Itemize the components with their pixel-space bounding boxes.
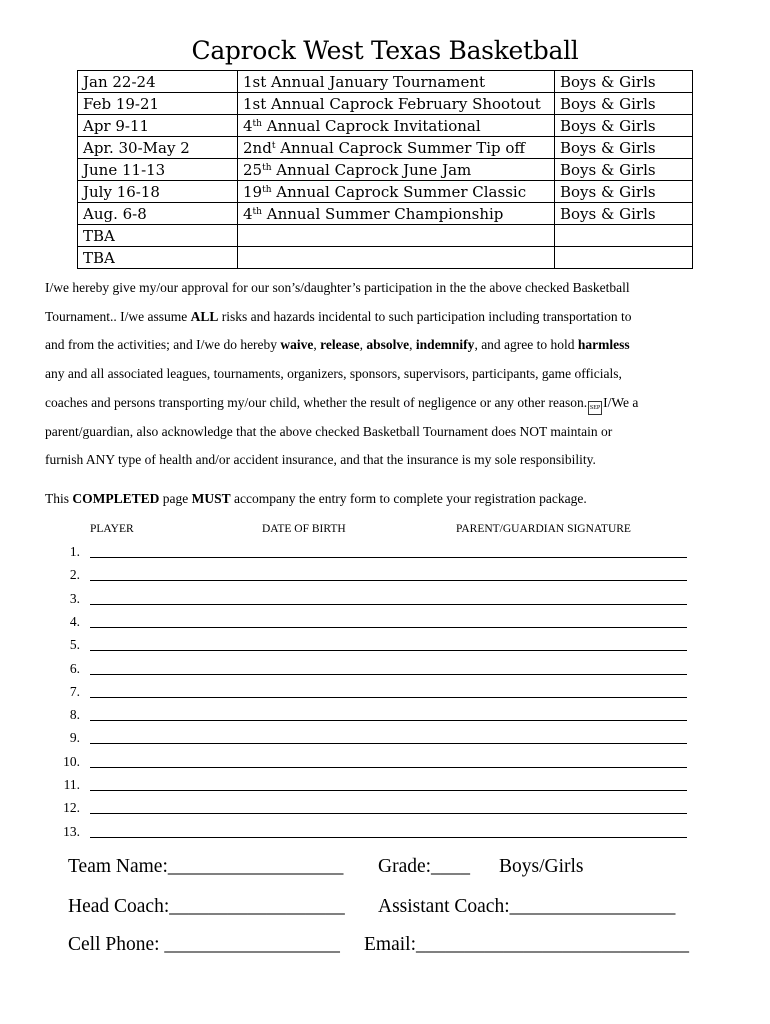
player-entry-row	[0, 659, 770, 679]
assistant-coach-field[interactable]: Assistant Coach:_________________	[378, 896, 676, 917]
row-number: 3.	[69, 590, 80, 606]
separator-glyph: SEP	[588, 401, 602, 415]
signature-column-header: PARENT/GUARDIAN SIGNATURE	[456, 523, 631, 535]
dob-column-header: DATE OF BIRTH	[262, 523, 346, 535]
schedule-event: 4th Annual Caprock Invitational	[238, 115, 555, 137]
email-field[interactable]: Email:____________________________	[364, 934, 689, 955]
release-line: coaches and persons transporting my/our child, whether the result of negligence or any other reason. SEP I/We a	[45, 389, 725, 418]
schedule-event: 4th Annual Summer Championship	[238, 203, 555, 225]
row-number: 10.	[63, 753, 80, 769]
schedule-date: Aug. 6-8	[78, 203, 238, 225]
completed-page-notice: This COMPLETED page MUST accompany the entry form to complete your registration package.	[45, 491, 587, 506]
schedule-date: Jan 22-24	[78, 71, 238, 93]
row-number: 8.	[69, 707, 80, 723]
schedule-event	[238, 225, 555, 247]
player-entry-row	[0, 612, 770, 632]
row-number: 7.	[69, 683, 80, 699]
schedule-row	[78, 71, 693, 93]
player-entry-line[interactable]	[90, 767, 687, 768]
schedule-event: $2nd^t$ Annual Caprock Summer Tip off	[238, 137, 555, 159]
schedule-division: Boys & Girls	[555, 181, 693, 203]
player-entry-row	[0, 728, 770, 748]
player-column-header: PLAYER	[90, 523, 134, 535]
player-entry-line[interactable]	[90, 604, 687, 605]
schedule-division: Boys & Girls	[555, 93, 693, 115]
row-number: 5.	[69, 637, 80, 653]
player-entry-line[interactable]	[90, 580, 687, 581]
team-name-field[interactable]: Team Name:__________________	[68, 856, 344, 877]
schedule-date: Apr 9-11	[78, 115, 238, 137]
player-entry-row	[0, 775, 770, 795]
row-number: 11.	[63, 777, 80, 792]
schedule-event: 19th Annual Caprock Summer Classic	[238, 181, 555, 203]
schedule-division	[555, 247, 693, 269]
row-number: 12.	[63, 800, 80, 816]
schedule-division: Boys & Girls	[555, 159, 693, 181]
tournament-schedule-table	[77, 70, 693, 269]
release-line: Tournament.. I/we assume ALL risks and hazards incidental to such participation including transportation to	[45, 308, 632, 324]
schedule-division: Boys & Girls	[555, 203, 693, 225]
player-entry-row	[0, 565, 770, 585]
player-entry-line[interactable]	[90, 743, 687, 744]
schedule-event	[238, 247, 555, 269]
schedule-date: TBA	[78, 225, 238, 247]
release-line: I/we hereby give my/our approval for our son’s/daughter’s participation in the the above checked Basketball	[45, 280, 630, 295]
schedule-date: Feb 19-21	[78, 93, 238, 115]
player-entry-row	[0, 705, 770, 725]
schedule-division	[555, 225, 693, 247]
player-entry-line[interactable]	[90, 674, 687, 675]
grade-field[interactable]: Grade:____	[378, 856, 471, 877]
schedule-row	[78, 181, 693, 203]
schedule-row	[78, 225, 693, 247]
row-number: 13.	[63, 823, 80, 839]
player-entry-line[interactable]	[90, 627, 687, 628]
cell-phone-field[interactable]: Cell Phone: __________________	[68, 934, 340, 955]
row-number: 9.	[69, 730, 80, 746]
schedule-division: Boys & Girls	[555, 115, 693, 137]
schedule-event: 25th Annual Caprock June Jam	[238, 159, 555, 181]
schedule-division: Boys & Girls	[555, 71, 693, 93]
release-line: and from the activities; and I/we do hereby waive, release, absolve, indemnify, and agree to hold harmless	[45, 337, 630, 353]
schedule-row	[78, 137, 693, 159]
release-line: any and all associated leagues, tournaments, organizers, sponsors, supervisors, participants, game officials,	[45, 366, 622, 382]
schedule-division: Boys & Girls	[555, 137, 693, 159]
schedule-date: July 16-18	[78, 181, 238, 203]
player-entry-row	[0, 752, 770, 772]
player-entry-row	[0, 682, 770, 702]
player-entry-line[interactable]	[90, 557, 687, 558]
schedule-row	[78, 247, 693, 269]
row-number: 6.	[69, 660, 80, 676]
player-entry-line[interactable]	[90, 697, 687, 698]
player-entry-row	[0, 822, 770, 842]
player-entry-line[interactable]	[90, 720, 687, 721]
schedule-event: 1st Annual January Tournament	[238, 71, 555, 93]
player-entry-line[interactable]	[90, 813, 687, 814]
release-waiver-paragraph	[45, 274, 725, 475]
row-number: 1.	[69, 544, 80, 559]
schedule-row	[78, 203, 693, 225]
player-entry-line[interactable]	[90, 790, 687, 791]
player-entry-row	[0, 635, 770, 655]
schedule-row	[78, 159, 693, 181]
schedule-event: 1st Annual Caprock February Shootout	[238, 93, 555, 115]
schedule-date: TBA	[78, 247, 238, 269]
release-line: parent/guardian, also acknowledge that the above checked Basketball Tournament does NOT maintain or	[45, 423, 613, 439]
schedule-row	[78, 93, 693, 115]
row-number: 2.	[69, 567, 80, 583]
player-entry-row	[0, 589, 770, 609]
schedule-row	[78, 115, 693, 137]
head-coach-field[interactable]: Head Coach:__________________	[68, 896, 345, 917]
row-number: 4.	[69, 613, 80, 629]
release-line: furnish ANY type of health and/or accident insurance, and that the insurance is my sole responsibility.	[45, 452, 596, 468]
page-title: Caprock West Texas Basketball	[191, 36, 579, 65]
player-entry-line[interactable]	[90, 650, 687, 651]
boys-girls-option[interactable]: Boys/Girls	[499, 856, 584, 877]
player-entry-row	[0, 798, 770, 818]
schedule-date: June 11-13	[78, 159, 238, 181]
player-entry-line[interactable]	[90, 837, 687, 838]
player-entry-row	[0, 542, 770, 562]
schedule-date: Apr. 30-May 2	[78, 137, 238, 159]
